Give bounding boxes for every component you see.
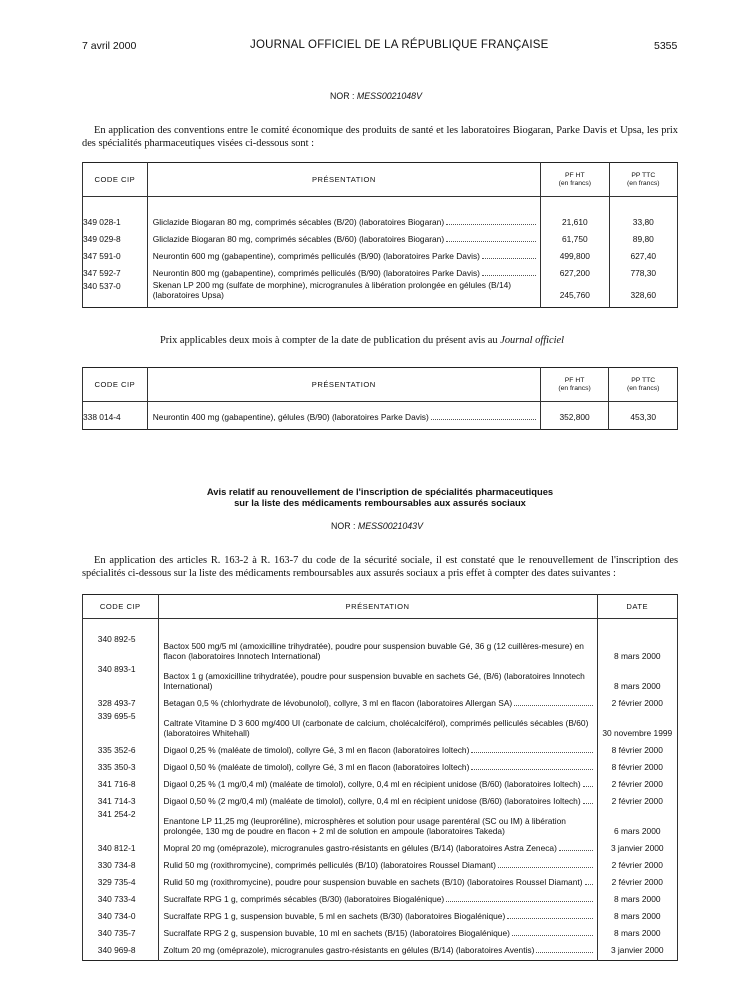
table-row	[83, 836, 678, 853]
renewal-date: 8 mars 2000	[597, 887, 678, 904]
col-header-ppttc: PP TTC (en francs)	[609, 368, 678, 402]
renewal-date: 8 mars 2000	[597, 631, 678, 661]
cip-code: 340 892-5	[83, 631, 159, 661]
table-row: 338 014-4 Neurontin 400 mg (gabapentine), gélules (B/90) (laboratoires Parke Davis) 352,800 453,30	[83, 402, 678, 422]
renewal-date: 2 février 2000	[597, 853, 678, 870]
table-row	[83, 870, 678, 887]
table-row: 349 028-1 Gliclazide Biogaran 80 mg, comprimés sécables (B/20) (laboratoires Biogaran) 21,610 33,80	[83, 210, 678, 227]
table-row	[83, 921, 678, 938]
col-header-code: CODE CIP	[83, 595, 159, 619]
cip-code: 340 733-4	[83, 887, 159, 904]
renewal-table	[82, 594, 678, 961]
table-row	[83, 755, 678, 772]
renewal-date: 2 février 2000	[597, 772, 678, 789]
cip-code: 340 735-7	[83, 921, 159, 938]
renewal-date: 8 mars 2000	[597, 921, 678, 938]
table-row	[83, 904, 678, 921]
col-header-code: CODE CIP	[83, 368, 148, 402]
col-header-pfht: PF HT (en francs)	[541, 163, 609, 197]
presentation-text: Bactox 1 g (amoxicilline trihydratée), poudre pour suspension buvable en sachets Gé, (B/6) (laboratoires Innotech International)	[158, 661, 597, 691]
table-row	[83, 772, 678, 789]
table-row: 349 029-8 Gliclazide Biogaran 80 mg, comprimés sécables (B/60) (laboratoires Biogaran) 61,750 89,80	[83, 227, 678, 244]
cip-code: 339 695-5	[83, 708, 159, 738]
presentation-text: Rulid 50 mg (roxithromycine), poudre pour suspension buvable en sachets (B/10) (laboratoires Roussel Diamant)	[158, 870, 597, 887]
table-row	[83, 708, 678, 738]
table-row	[83, 661, 678, 691]
nor-code: MESS0021048V	[356, 91, 422, 101]
col-header-ppttc: PP TTC (en francs)	[609, 163, 677, 197]
table-row	[83, 853, 678, 870]
renewal-date: 8 mars 2000	[597, 661, 678, 691]
price-table	[82, 162, 678, 308]
table-row: 340 537-0 Skenan LP 200 mg (sulfate de morphine), microgranules à libération prolongée en gélules (B/14) (laboratoires Upsa) 245,760 328,60	[83, 278, 678, 300]
presentation-text: Enantone LP 11,25 mg (leuproréline), microsphères et solution pour usage parentéral (SC ou IM) à libération prolongée, 130 mg de poudre en flacon + 2 ml de solution en ampoule (laboratoires Takeda)	[158, 806, 597, 836]
renewal-date: 8 février 2000	[597, 755, 678, 772]
cip-code: 341 714-3	[83, 789, 159, 806]
col-header-presentation: PRÉSENTATION	[147, 368, 540, 402]
presentation-text: Zoltum 20 mg (oméprazole), microgranules gastro-résistants en gélules (B/14) (laboratoires Aventis)	[158, 938, 597, 955]
page-number: 5355	[654, 40, 678, 52]
presentation-text: Digaol 0,50 % (2 mg/0,4 ml) (maléate de timolol), collyre, 0,4 ml en récipient unidose (B/60) (laboratoires Ioltech)	[158, 789, 597, 806]
notice-title: Avis relatif au renouvellement de l'inscription de spécialités pharmaceutiques sur la liste des médicaments remboursables aux assurés sociaux	[206, 486, 554, 508]
cip-code: 341 254-2	[83, 806, 159, 836]
cip-code: 340 734-0	[83, 904, 159, 921]
journal-title: JOURNAL OFFICIEL DE LA RÉPUBLIQUE FRANÇAISE	[250, 39, 549, 51]
presentation-text: Caltrate Vitamine D 3 600 mg/400 UI (carbonate de calcium, cholécalciférol), comprimés pelliculés sécables (B/60) (laboratoires Whitehall)	[158, 708, 597, 738]
col-header-presentation: PRÉSENTATION	[158, 595, 597, 619]
price-note: Prix applicables deux mois à compter de la date de publication du présent avis au Journal officiel	[160, 335, 564, 346]
nor-code: MESS0021043V	[357, 521, 423, 531]
table-row	[83, 806, 678, 836]
renewal-date: 2 février 2000	[597, 789, 678, 806]
table-row: 347 592-7 Neurontin 800 mg (gabapentine), comprimés pelliculés (B/90) (laboratoires Parke Davis) 627,200 778,30	[83, 261, 678, 278]
presentation-text: Bactox 500 mg/5 ml (amoxicilline trihydratée), poudre pour suspension buvable Gé, 36 g (12 cuillères-mesure) en flacon (laboratoires Innotech International)	[158, 631, 597, 661]
renewal-date: 3 janvier 2000	[597, 938, 678, 955]
price-table-2	[82, 367, 678, 430]
col-header-presentation: PRÉSENTATION	[147, 163, 540, 197]
nor-reference: NOR : MESS0021048V	[330, 91, 422, 101]
renewal-date: 30 novembre 1999	[597, 708, 678, 738]
renewal-date: 2 février 2000	[597, 870, 678, 887]
cip-code: 329 735-4	[83, 870, 159, 887]
table-row	[83, 691, 678, 708]
cip-code: 340 893-1	[83, 661, 159, 691]
renewal-date: 3 janvier 2000	[597, 836, 678, 853]
presentation-text: Mopral 20 mg (oméprazole), microgranules gastro-résistants en gélules (B/14) (laboratoires Astra Zeneca)	[158, 836, 597, 853]
col-header-date: DATE	[597, 595, 678, 619]
cip-code: 335 350-3	[83, 755, 159, 772]
table-row	[83, 789, 678, 806]
presentation-text: Rulid 50 mg (roxithromycine), comprimés pelliculés (B/10) (laboratoires Roussel Diamant)	[158, 853, 597, 870]
renewal-date: 6 mars 2000	[597, 806, 678, 836]
cip-code: 340 969-8	[83, 938, 159, 955]
table-row	[83, 738, 678, 755]
header-date: 7 avril 2000	[82, 40, 137, 52]
presentation-text: Betagan 0,5 % (chlorhydrate de lévobunolol), collyre, 3 ml en flacon (laboratoires Allergan SA)	[158, 691, 597, 708]
presentation-text: Digaol 0,50 % (maléate de timolol), collyre Gé, 3 ml en flacon (laboratoires Ioltech)	[158, 755, 597, 772]
presentation-text: Sucralfate RPG 1 g, suspension buvable, 5 ml en sachets (B/30) (laboratoires Biogalénique)	[158, 904, 597, 921]
renewal-date: 2 février 2000	[597, 691, 678, 708]
nor-reference-2: NOR : MESS0021043V	[331, 521, 423, 531]
presentation-text: Digaol 0,25 % (maléate de timolol), collyre Gé, 3 ml en flacon (laboratoires Ioltech)	[158, 738, 597, 755]
table-row: 347 591-0 Neurontin 600 mg (gabapentine), comprimés pelliculés (B/90) (laboratoires Parke Davis) 499,800 627,40	[83, 244, 678, 261]
table-row	[83, 631, 678, 661]
intro-paragraph-2: En application des articles R. 163-2 à R. 163-7 du code de la sécurité sociale, il est constaté que le renouvellement de l'inscription des spécialités ci-dessous sur la liste des médicaments remboursables aux assurés sociaux a pris effet à compter des dates suivantes :	[82, 555, 678, 579]
presentation-text: Sucralfate RPG 1 g, comprimés sécables (B/30) (laboratoires Biogalénique)	[158, 887, 597, 904]
cip-code: 341 716-8	[83, 772, 159, 789]
cip-code: 340 812-1	[83, 836, 159, 853]
presentation-text: Sucralfate RPG 2 g, suspension buvable, 10 ml en sachets (B/15) (laboratoires Biogalénique)	[158, 921, 597, 938]
table-row	[83, 938, 678, 955]
col-header-pfht: PF HT (en francs)	[540, 368, 609, 402]
col-header-code: CODE CIP	[83, 163, 148, 197]
cip-code: 328 493-7	[83, 691, 159, 708]
presentation-text: Digaol 0,25 % (1 mg/0,4 ml) (maléate de timolol), collyre, 0,4 ml en récipient unidose (B/60) (laboratoires Ioltech)	[158, 772, 597, 789]
cip-code: 330 734-8	[83, 853, 159, 870]
cip-code: 335 352-6	[83, 738, 159, 755]
intro-paragraph: En application des conventions entre le comité économique des produits de santé et les laboratoires Biogaran, Parke Davis et Upsa, les prix des spécialités pharmaceutiques visées ci-dessous sont :	[82, 125, 678, 149]
renewal-date: 8 mars 2000	[597, 904, 678, 921]
table-row	[83, 887, 678, 904]
renewal-date: 8 février 2000	[597, 738, 678, 755]
